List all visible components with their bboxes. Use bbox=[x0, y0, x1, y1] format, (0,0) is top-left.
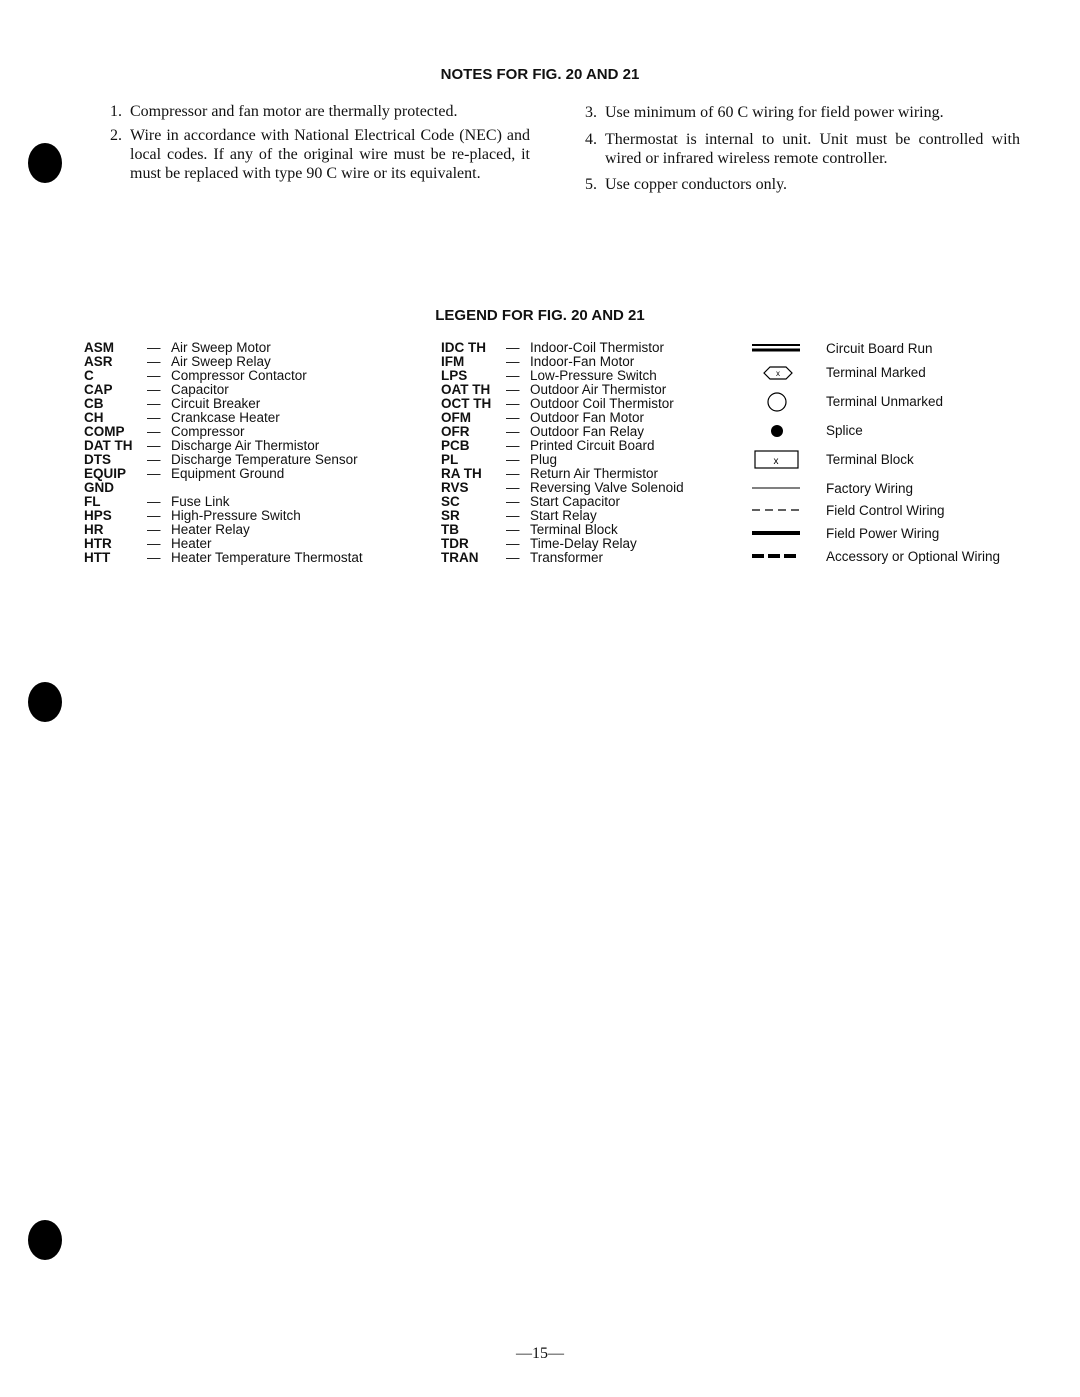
note-1 bbox=[100, 102, 530, 121]
legend-dash: — bbox=[147, 466, 161, 481]
legend-dash: — bbox=[506, 550, 520, 565]
legend-row bbox=[441, 523, 684, 537]
legend-row bbox=[84, 425, 363, 439]
legend-row bbox=[84, 537, 363, 551]
symbol-label: Field Power Wiring bbox=[826, 526, 940, 541]
legend-abbreviation: TDR bbox=[441, 536, 469, 551]
symbol-row bbox=[750, 338, 1050, 360]
note-number: 4. bbox=[585, 131, 597, 148]
legend-abbreviation: ASM bbox=[84, 340, 114, 355]
legend-row bbox=[84, 481, 363, 495]
legend-row bbox=[84, 453, 363, 467]
note-text: Compressor and fan motor are thermally protected. bbox=[130, 103, 458, 120]
legend-description: Circuit Breaker bbox=[171, 396, 261, 411]
legend-dash: — bbox=[506, 480, 520, 495]
legend-dash: — bbox=[147, 424, 161, 439]
legend-dash: — bbox=[506, 340, 520, 355]
legend-abbreviation: LPS bbox=[441, 368, 468, 383]
legend-dash: — bbox=[506, 354, 520, 369]
legend-description: Air Sweep Relay bbox=[171, 354, 271, 369]
legend-description: Outdoor Coil Thermistor bbox=[530, 396, 674, 411]
symbol-row bbox=[750, 449, 1050, 471]
legend-description: Compressor Contactor bbox=[171, 368, 307, 383]
legend-description: Compressor bbox=[171, 424, 245, 439]
symbol-label: Circuit Board Run bbox=[826, 341, 933, 356]
legend-abbreviation: OCT TH bbox=[441, 396, 492, 411]
legend-abbreviation: GND bbox=[84, 480, 114, 495]
note-text: Use copper conductors only. bbox=[605, 176, 788, 193]
legend-row bbox=[441, 537, 684, 551]
legend-row bbox=[84, 341, 363, 355]
legend-dash: — bbox=[506, 438, 520, 453]
legend-row bbox=[84, 495, 363, 509]
legend-row bbox=[84, 369, 363, 383]
note-number: 2. bbox=[110, 127, 122, 144]
legend-row bbox=[84, 383, 363, 397]
legend-row bbox=[84, 411, 363, 425]
legend-abbreviation: HTR bbox=[84, 536, 112, 551]
legend-row bbox=[441, 425, 684, 439]
legend-abbreviation: SR bbox=[441, 508, 460, 523]
symbol-label: Terminal Marked bbox=[826, 365, 926, 380]
legend-row bbox=[441, 481, 684, 495]
legend-dash: — bbox=[506, 382, 520, 397]
legend-description: Discharge Air Thermistor bbox=[171, 438, 320, 453]
note-2 bbox=[100, 126, 530, 183]
legend-dash: — bbox=[506, 368, 520, 383]
legend-dash: — bbox=[506, 424, 520, 439]
legend-description: Fuse Link bbox=[171, 494, 230, 509]
symbol-row bbox=[750, 478, 1050, 500]
terminal-mark: x bbox=[776, 369, 780, 378]
legend-abbreviation: CAP bbox=[84, 382, 113, 397]
legend-description: Low-Pressure Switch bbox=[530, 368, 657, 383]
legend-row bbox=[441, 439, 684, 453]
legend-description: Air Sweep Motor bbox=[171, 340, 271, 355]
legend-title: LEGEND FOR FIG. 20 AND 21 bbox=[435, 307, 645, 324]
legend-row bbox=[84, 509, 363, 523]
terminal-unmarked-icon bbox=[750, 391, 802, 413]
legend-description: Capacitor bbox=[171, 382, 229, 397]
legend-description: Indoor-Coil Thermistor bbox=[530, 340, 665, 355]
legend-abbreviation: SC bbox=[441, 494, 460, 509]
legend-dash: — bbox=[147, 382, 161, 397]
legend-dash: — bbox=[147, 438, 161, 453]
legend-abbreviation: PCB bbox=[441, 438, 470, 453]
circuit-board-run-icon bbox=[750, 338, 802, 360]
symbol-row bbox=[750, 362, 1050, 384]
legend-description: Crankcase Heater bbox=[171, 410, 280, 425]
legend-dash: — bbox=[147, 368, 161, 383]
symbol-row bbox=[750, 546, 1050, 568]
legend-row bbox=[441, 467, 684, 481]
legend-dash: — bbox=[147, 522, 161, 537]
legend-description: Transformer bbox=[530, 550, 604, 565]
legend-abbreviation: CB bbox=[84, 396, 104, 411]
note-text: Thermostat is internal to unit. Unit must be controlled with wired or infrared wireless remote controller. bbox=[605, 131, 1020, 167]
legend-row bbox=[441, 411, 684, 425]
factory-wiring-icon bbox=[750, 478, 802, 500]
symbol-label: Terminal Block bbox=[826, 452, 914, 467]
legend-row bbox=[84, 467, 363, 481]
terminal-block-icon bbox=[750, 449, 802, 471]
legend-dash: — bbox=[506, 494, 520, 509]
legend-abbreviation: IFM bbox=[441, 354, 465, 369]
symbol-row bbox=[750, 420, 1050, 442]
legend-description: High-Pressure Switch bbox=[171, 508, 301, 523]
legend-abbreviation: OFR bbox=[441, 424, 470, 439]
legend-description: Time-Delay Relay bbox=[530, 536, 637, 551]
legend-abbreviation: PL bbox=[441, 452, 459, 467]
legend-dash: — bbox=[506, 396, 520, 411]
legend-description: Heater bbox=[171, 536, 212, 551]
symbol-label: Accessory or Optional Wiring bbox=[826, 549, 1001, 564]
legend-description: Heater Relay bbox=[171, 522, 250, 537]
accessory-wiring-icon bbox=[750, 546, 802, 568]
symbol-label: Factory Wiring bbox=[826, 481, 914, 496]
legend-description: Plug bbox=[530, 452, 558, 467]
legend-abbreviation: DTS bbox=[84, 452, 111, 467]
legend-dash: — bbox=[147, 354, 161, 369]
symbol-row bbox=[750, 523, 1050, 545]
legend-dash: — bbox=[506, 410, 520, 425]
legend-row bbox=[84, 397, 363, 411]
legend-description: Return Air Thermistor bbox=[530, 466, 659, 481]
legend-row bbox=[441, 453, 684, 467]
legend-description: Start Relay bbox=[530, 508, 597, 523]
legend-abbreviation: RA TH bbox=[441, 466, 482, 481]
legend-dash: — bbox=[147, 452, 161, 467]
note-number: 5. bbox=[585, 176, 597, 193]
legend-description: Discharge Temperature Sensor bbox=[171, 452, 358, 467]
note-3 bbox=[575, 103, 1020, 122]
legend-abbreviation: FL bbox=[84, 494, 101, 509]
legend-row bbox=[441, 397, 684, 411]
legend-dash: — bbox=[506, 452, 520, 467]
legend-description: Indoor-Fan Motor bbox=[530, 354, 635, 369]
notes-title: NOTES FOR FIG. 20 AND 21 bbox=[440, 66, 640, 83]
legend-row bbox=[441, 509, 684, 523]
legend-dash: — bbox=[147, 396, 161, 411]
legend-abbreviation: HR bbox=[84, 522, 104, 537]
legend-abbreviation: IDC TH bbox=[441, 340, 486, 355]
legend-row bbox=[441, 495, 684, 509]
legend-description: Equipment Ground bbox=[171, 466, 285, 481]
legend-row bbox=[84, 523, 363, 537]
legend-abbreviation: TB bbox=[441, 522, 459, 537]
legend-dash: — bbox=[506, 466, 520, 481]
legend-dash: — bbox=[147, 340, 161, 355]
splice-icon bbox=[750, 420, 802, 442]
legend-row bbox=[441, 383, 684, 397]
legend-dash: — bbox=[506, 536, 520, 551]
legend-abbreviation: OFM bbox=[441, 410, 471, 425]
symbol-label: Field Control Wiring bbox=[826, 503, 945, 518]
note-text: Wire in accordance with National Electrical Code (NEC) and local codes. If any of the original wire must be re-placed, it must be replaced with type 90 C wire or its equivalent. bbox=[130, 127, 530, 182]
legend-row bbox=[441, 355, 684, 369]
legend-row bbox=[441, 551, 684, 565]
legend-row bbox=[441, 341, 684, 355]
legend-abbreviation: RVS bbox=[441, 480, 469, 495]
legend-abbreviation: EQUIP bbox=[84, 466, 127, 481]
legend-description: Reversing Valve Solenoid bbox=[530, 480, 684, 495]
legend-description: Heater Temperature Thermostat bbox=[171, 550, 363, 565]
legend-row bbox=[84, 355, 363, 369]
legend-abbreviation: COMP bbox=[84, 424, 125, 439]
legend-description: Outdoor Fan Motor bbox=[530, 410, 645, 425]
legend-dash: — bbox=[506, 522, 520, 537]
note-number: 1. bbox=[110, 103, 122, 120]
legend-description: Outdoor Air Thermistor bbox=[530, 382, 667, 397]
legend-row bbox=[441, 369, 684, 383]
note-4 bbox=[575, 130, 1020, 168]
legend-row bbox=[84, 439, 363, 453]
legend-abbreviation: OAT TH bbox=[441, 382, 491, 397]
legend-abbreviation: CH bbox=[84, 410, 104, 425]
field-power-wiring-icon bbox=[750, 523, 802, 545]
terminal-marked-icon bbox=[750, 362, 802, 384]
terminal-mark: x bbox=[773, 456, 779, 467]
page-number: —15— bbox=[516, 1345, 564, 1362]
legend-abbreviation: ASR bbox=[84, 354, 113, 369]
legend-dash: — bbox=[147, 536, 161, 551]
legend-abbreviations-middle bbox=[441, 341, 684, 565]
note-text: Use minimum of 60 C wiring for field power wiring. bbox=[605, 104, 944, 121]
legend-description: Printed Circuit Board bbox=[530, 438, 655, 453]
legend-description: Outdoor Fan Relay bbox=[530, 424, 645, 439]
legend-row bbox=[84, 551, 363, 565]
legend-dash: — bbox=[506, 508, 520, 523]
binder-hole-bottom bbox=[28, 1220, 62, 1260]
legend-abbreviation: TRAN bbox=[441, 550, 479, 565]
legend-abbreviations-left bbox=[84, 341, 363, 565]
note-5 bbox=[575, 175, 1020, 194]
legend-abbreviation: DAT TH bbox=[84, 438, 133, 453]
legend-abbreviation: HTT bbox=[84, 550, 111, 565]
binder-hole-middle bbox=[28, 682, 62, 722]
legend-dash: — bbox=[147, 508, 161, 523]
symbol-label: Splice bbox=[826, 423, 863, 438]
legend-description: Terminal Block bbox=[530, 522, 618, 537]
legend-description: Start Capacitor bbox=[530, 494, 621, 509]
binder-hole-top bbox=[28, 143, 62, 183]
legend-dash: — bbox=[147, 410, 161, 425]
symbol-label: Terminal Unmarked bbox=[826, 394, 944, 409]
field-control-wiring-icon bbox=[750, 500, 802, 522]
legend-dash: — bbox=[147, 494, 161, 509]
note-number: 3. bbox=[585, 104, 597, 121]
legend-dash: — bbox=[147, 550, 161, 565]
legend-abbreviation: HPS bbox=[84, 508, 112, 523]
legend-abbreviation: C bbox=[84, 368, 94, 383]
symbol-row bbox=[750, 500, 1050, 522]
symbol-row bbox=[750, 391, 1050, 413]
